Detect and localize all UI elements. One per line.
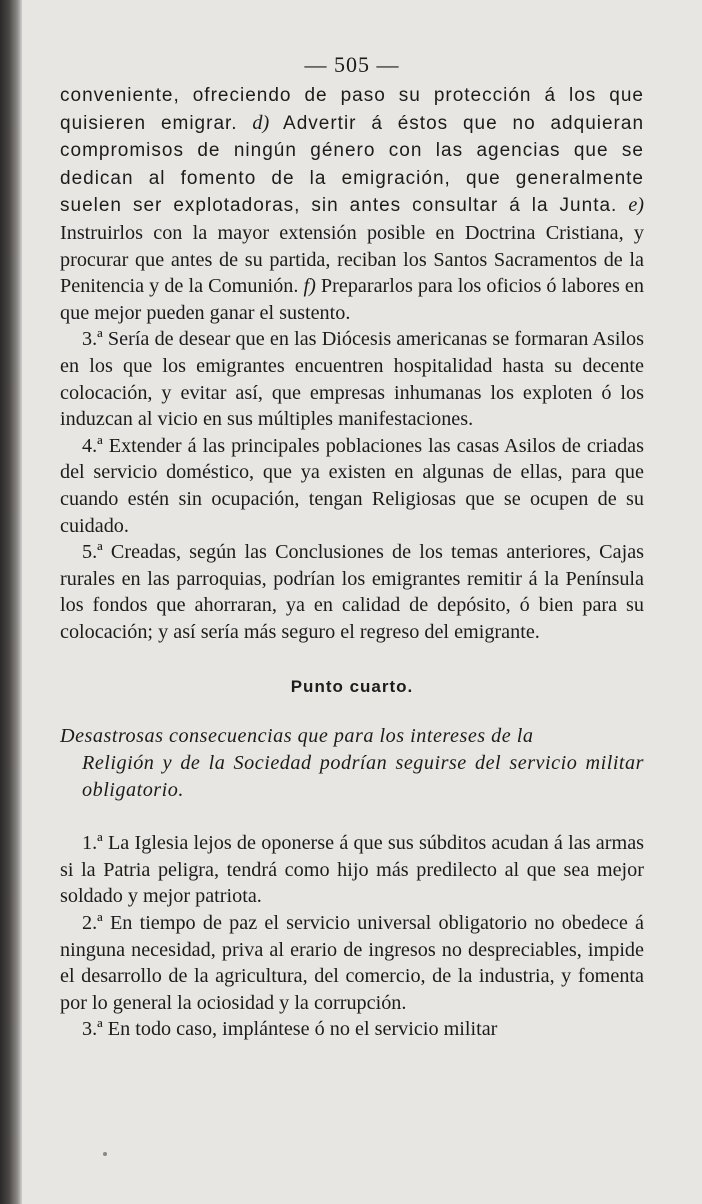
book-binding-shadow [0,0,22,1204]
point-text: La Iglesia lejos de oponerse á que sus súbditos acudan á las armas si la Patria peligra, tendrá como hijo más predilecto al que sea mejor soldado y mejor patriota. [60,832,645,908]
conclusion-text: Creadas, según las Conclusiones de los temas anteriores, Cajas rurales en las parroquias, podrían los emigrantes remitir á la Península los fondos que ahorraran, ya en calidad de depósito, ó bien para su colocación; y así sería más seguro el regreso del emigrante. [60,541,645,643]
conclusion-number: 3.ª [82,328,103,351]
point-text: En tiempo de paz el servicio universal obligatorio no obedece á ninguna necesidad, priva al erario de ingresos no despreciables, impide el desarrollo de la agricultura, del comercio, de la industria, y fomenta por lo general la ociosidad y la corrupción. [60,912,644,1014]
paragraph-text: Prepararlos para los oficios ó labores en que mejor pueden ganar el sustento. [60,275,644,324]
conclusion-number: 5.ª [82,541,103,564]
item-label-d: d) [252,111,270,134]
paragraph-continuation [60,82,644,326]
section-subtitle [60,723,644,803]
paragraph-text: Advertir á éstos que no adquieran compromisos de ningún género con las agencias que se dedican al fomento de la emigración, que generalmente suelen ser explotadoras, sin antes consultar á la Junta. [60,112,645,217]
item-label-e: e) [628,194,644,217]
point-3 [60,1016,644,1043]
page-number: — 505 — [304,52,400,77]
paragraph-text: conveniente, ofreciendo de paso su protección á los que quisieren emigrar. [60,85,644,134]
point-1 [60,830,644,910]
section-heading: Punto cuarto. [290,677,414,697]
point-number: 1.ª [82,832,103,855]
paragraph-text: Instruirlos con la mayor extensión posible en Doctrina Cristiana, y procurar que antes de su partida, reciban los Santos Sacramentos de la Penitencia y de la Comunión. [60,221,644,298]
point-2 [60,910,644,1016]
point-text: En todo caso, implántese ó no el servicio militar [107,1018,498,1041]
paper-speck [103,1152,107,1156]
conclusion-text: Sería de desear que en las Diócesis americanas se formaran Asilos en los que los emigrantes encuentren hospitalidad hasta su decente colocación, y evitar así, que empresas inhumanas los exploten ó los induzcan al vicio en sus múltiples manifestaciones. [60,328,644,431]
book-page [60,52,644,1043]
conclusion-5 [60,539,644,645]
point-number: 2.ª [82,912,103,935]
subtitle-line-1: Desastrosas consecuencias que para los intereses de la [60,725,534,748]
subtitle-line-2: Religión y de la Sociedad podrían seguirse del servicio militar obligatorio. [82,752,644,801]
conclusion-number: 4.ª [82,434,103,457]
conclusion-3 [60,326,644,432]
conclusion-text: Extender á las principales poblaciones las casas Asilos de criadas del servicio doméstico, que ya existen en algunas de ellas, para que cuando estén sin ocupación, tengan Religiosas que se ocupen de su cuidado. [60,434,644,537]
item-label-f: f) [303,275,316,298]
conclusion-4 [60,433,644,539]
point-number: 3.ª [82,1018,103,1041]
